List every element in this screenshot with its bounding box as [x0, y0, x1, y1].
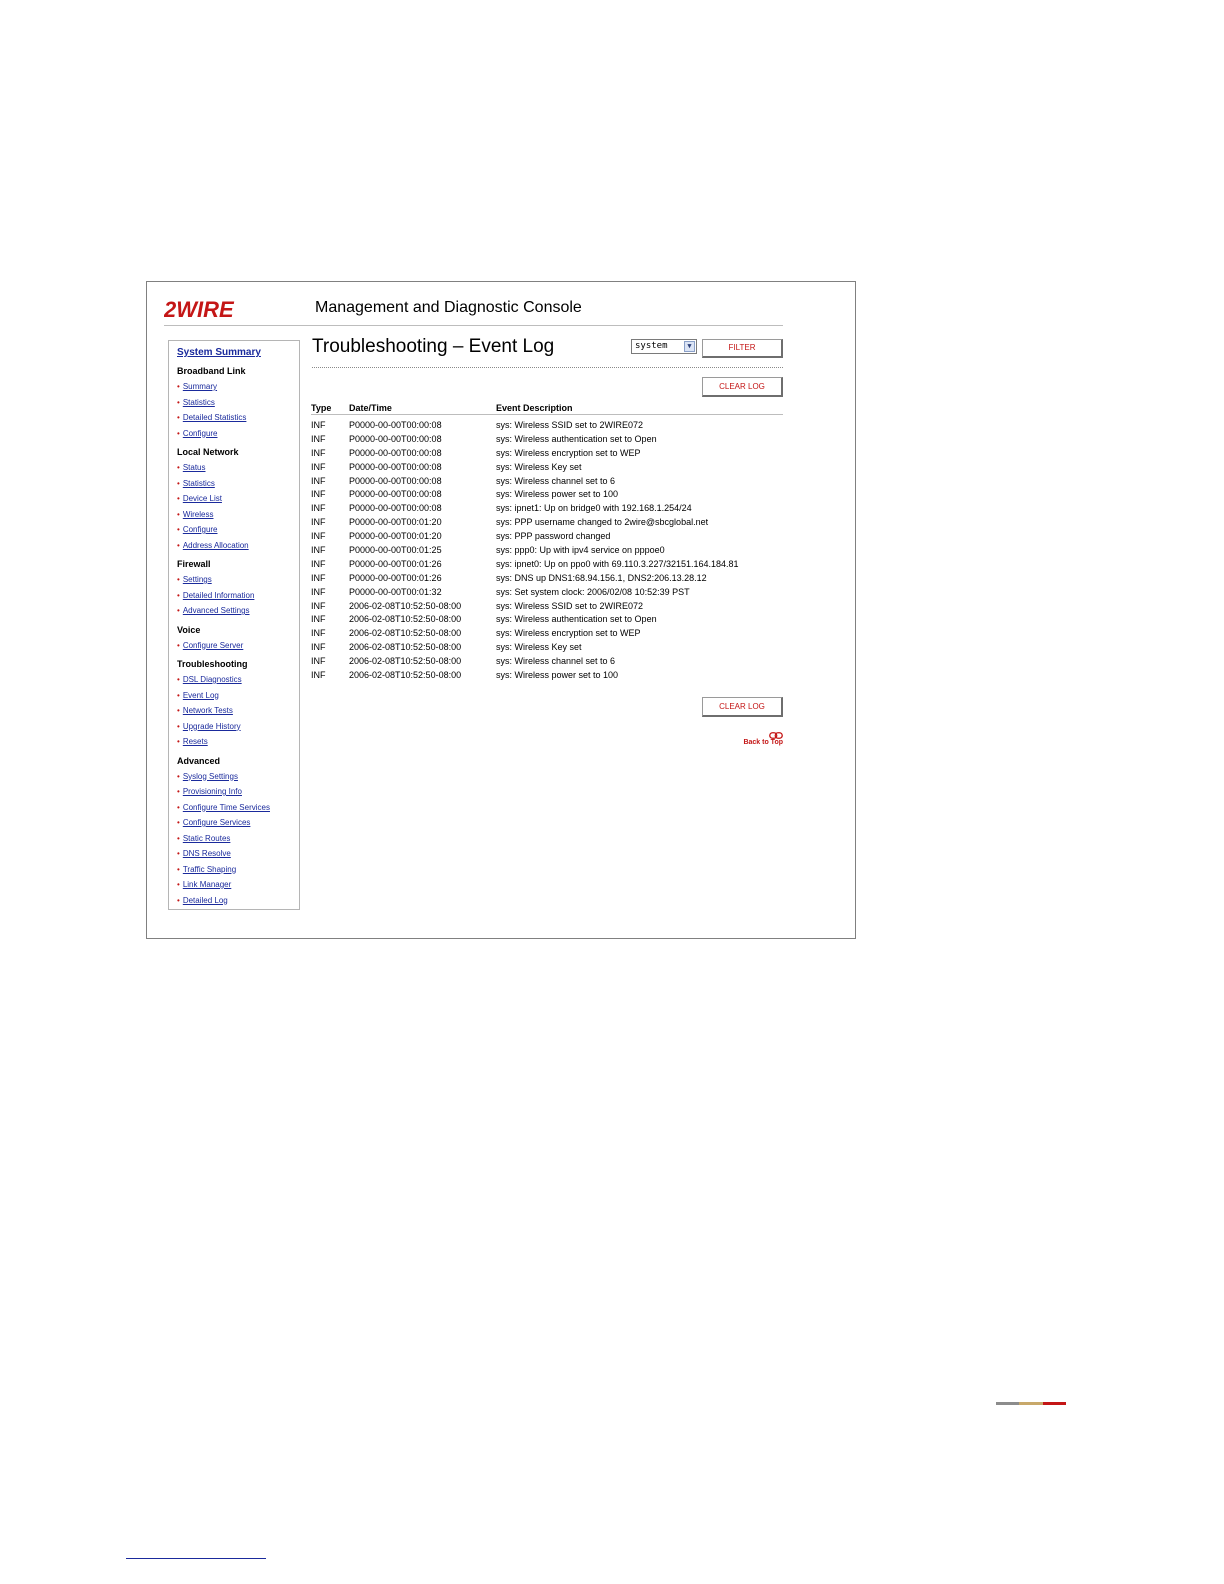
sidebar-item-link[interactable]: Detailed Statistics: [182, 413, 247, 422]
sidebar-section-title: Troubleshooting: [177, 659, 248, 669]
cell-type: INF: [311, 531, 326, 542]
cell-description: sys: DNS up DNS1:68.94.156.1, DNS2:206.13.28.12: [496, 572, 707, 583]
sidebar-section-list: [177, 572, 299, 619]
bullet-icon: •: [177, 675, 180, 684]
sidebar-item: [177, 893, 299, 909]
sidebar-item-link[interactable]: Resets: [182, 737, 208, 746]
cell-datetime: P0000-00-00T00:01:32: [349, 586, 442, 597]
bullet-icon: •: [177, 509, 180, 519]
sidebar-section-list: [177, 672, 299, 750]
cell-datetime: P0000-00-00T00:01:26: [349, 558, 442, 569]
sidebar-item: [177, 426, 299, 442]
sidebar-item-link[interactable]: Configure Server: [182, 640, 244, 650]
bullet-icon: •: [177, 540, 180, 550]
bullet-icon: •: [177, 833, 180, 843]
sidebar-item: [177, 491, 299, 507]
cell-description: sys: PPP username changed to 2wire@sbcglobal.net: [496, 517, 709, 528]
sidebar-item-link[interactable]: Configure Services: [182, 818, 251, 827]
sidebar-item: [177, 672, 299, 688]
table-row: [311, 626, 783, 640]
cell-datetime: 2006-02-08T10:52:50-08:00: [349, 642, 462, 653]
cell-datetime: P0000-00-00T00:00:08: [349, 419, 442, 430]
cell-datetime: 2006-02-08T10:52:50-08:00: [349, 669, 462, 680]
back-to-top-link[interactable]: [737, 732, 783, 746]
bullet-icon: •: [177, 590, 180, 600]
bullet-icon: •: [177, 787, 180, 796]
sidebar-item-link[interactable]: Detailed Log: [182, 895, 228, 905]
table-header-row: [311, 397, 783, 415]
sidebar-item-link[interactable]: Address Allocation: [182, 540, 249, 550]
cell-datetime: P0000-00-00T00:00:08: [349, 461, 442, 472]
cell-description: sys: Wireless Key set: [496, 461, 582, 472]
bullet-icon: •: [177, 478, 180, 488]
bullet-icon: •: [177, 606, 180, 615]
sidebar-item-link[interactable]: Summary: [182, 382, 218, 391]
cell-datetime: 2006-02-08T10:52:50-08:00: [349, 656, 462, 667]
sidebar-item: [177, 769, 299, 785]
sidebar-section-title: Advanced: [177, 755, 221, 766]
cell-type: INF: [311, 517, 326, 528]
sidebar-item: [177, 588, 299, 604]
cell-description: sys: Wireless encryption set to WEP: [496, 447, 641, 458]
cell-description: sys: ipnet1: Up on bridge0 with 192.168.1.254/24: [496, 503, 692, 514]
cell-type: INF: [311, 628, 326, 639]
sidebar-item-link[interactable]: Configure: [182, 525, 218, 534]
cell-type: INF: [311, 600, 326, 611]
sidebar-section-title: Local Network: [177, 447, 239, 457]
table-row: [311, 487, 783, 501]
event-type-select-value: system: [635, 341, 668, 351]
sidebar-item: [177, 379, 299, 395]
cell-type: INF: [311, 614, 326, 625]
bullet-icon: •: [177, 895, 180, 905]
sidebar-item: [177, 800, 299, 816]
sidebar-section-list: [177, 769, 299, 909]
sidebar-item: [177, 395, 299, 411]
sidebar-item: [177, 522, 299, 538]
bullet-icon: •: [177, 397, 180, 407]
cell-description: sys: Wireless authentication set to Open: [496, 433, 657, 444]
cell-datetime: 2006-02-08T10:52:50-08:00: [349, 628, 462, 639]
cell-type: INF: [311, 419, 326, 430]
sidebar-item-link[interactable]: Statistics: [182, 478, 215, 488]
sidebar-item: [177, 703, 299, 719]
sidebar-item-link[interactable]: Configure Time Services: [182, 802, 270, 812]
table-row: [311, 515, 783, 529]
cell-type: INF: [311, 461, 326, 472]
sidebar-section-title: Firewall: [177, 559, 211, 569]
sidebar-section-title: Broadband Link: [177, 366, 246, 376]
cell-description: sys: Wireless channel set to 6: [496, 475, 616, 486]
page-title: Troubleshooting – Event Log: [312, 336, 555, 357]
cell-datetime: P0000-00-00T00:00:08: [349, 433, 442, 444]
cell-datetime: P0000-00-00T00:01:26: [349, 572, 442, 583]
cell-type: INF: [311, 656, 326, 667]
filter-button[interactable]: FILTER: [702, 339, 783, 358]
sidebar-item-link[interactable]: Upgrade History: [182, 721, 241, 731]
table-row: [311, 599, 783, 613]
footnote-divider: [126, 1558, 266, 1559]
sidebar-item-link[interactable]: DSL Diagnostics: [182, 675, 242, 684]
sidebar-item: [177, 476, 299, 492]
cell-type: INF: [311, 586, 326, 597]
cell-datetime: P0000-00-00T00:01:20: [349, 531, 442, 542]
sidebar-item: [177, 877, 299, 893]
table-row: [311, 571, 783, 585]
sidebar-item-link[interactable]: Syslog Settings: [182, 771, 238, 781]
sidebar-item: [177, 862, 299, 878]
bullet-icon: •: [177, 690, 180, 700]
cell-description: sys: ppp0: Up with ipv4 service on pppoe0: [496, 544, 665, 555]
table-row: [311, 474, 783, 488]
cell-description: sys: Set system clock: 2006/02/08 10:52:39 PST: [496, 586, 690, 597]
sidebar-section-list: [177, 460, 299, 553]
sidebar-item: [177, 410, 299, 426]
brand-logo-text: 2WIRE: [164, 298, 234, 320]
sidebar-item-link[interactable]: Status: [182, 463, 206, 472]
cell-description: sys: Wireless authentication set to Open: [496, 614, 657, 625]
table-row: [311, 432, 783, 446]
column-header-description: Event Description: [496, 397, 783, 415]
cell-description: sys: PPP password changed: [496, 531, 611, 542]
sidebar-sections: [177, 366, 299, 908]
sidebar-item: [177, 846, 299, 862]
sidebar-item: [177, 538, 299, 554]
sidebar-section-list: [177, 638, 299, 654]
column-header-datetime: Date/Time: [349, 397, 496, 415]
bullet-icon: •: [177, 818, 180, 827]
sidebar-item-link[interactable]: Wireless: [182, 509, 214, 519]
console-window: [146, 281, 856, 939]
bullet-icon: •: [177, 640, 180, 650]
cell-description: sys: Wireless Key set: [496, 642, 582, 653]
system-summary-link[interactable]: System Summary: [177, 347, 261, 358]
cell-type: INF: [311, 642, 326, 653]
table-row: [311, 460, 783, 474]
sidebar-item-link[interactable]: Static Routes: [182, 833, 231, 843]
sidebar-item: [177, 831, 299, 847]
color-bar-segment-tan: [1019, 1402, 1042, 1405]
back-to-top-label: Back to Top: [743, 739, 783, 746]
sidebar-item: [177, 572, 299, 588]
cell-type: INF: [311, 558, 326, 569]
cell-description: sys: Wireless channel set to 6: [496, 656, 616, 667]
bullet-icon: •: [177, 880, 180, 889]
clear-log-button-top[interactable]: CLEAR LOG: [702, 377, 783, 397]
bullet-icon: •: [177, 864, 180, 874]
sidebar-section-list: [177, 379, 299, 441]
clear-log-button-bottom[interactable]: CLEAR LOG: [702, 697, 783, 717]
bullet-icon: •: [177, 525, 180, 534]
cell-datetime: P0000-00-00T00:00:08: [349, 489, 442, 500]
bullet-icon: •: [177, 463, 180, 472]
sidebar-item: [177, 719, 299, 735]
table-row: [311, 668, 783, 682]
table-row: [311, 529, 783, 543]
cell-description: sys: Wireless power set to 100: [496, 669, 619, 680]
cell-datetime: 2006-02-08T10:52:50-08:00: [349, 600, 462, 611]
bullet-icon: •: [177, 494, 180, 503]
bullet-icon: •: [177, 575, 180, 584]
sidebar-section-title: Voice: [177, 624, 201, 635]
table-row: [311, 446, 783, 460]
bullet-icon: •: [177, 771, 180, 781]
sidebar-item-link[interactable]: Device List: [182, 494, 222, 503]
cell-description: sys: Wireless SSID set to 2WIRE072: [496, 600, 644, 611]
table-row: [311, 654, 783, 668]
event-type-select[interactable]: [631, 339, 697, 354]
sidebar-item-link[interactable]: Settings: [182, 575, 212, 584]
cell-description: sys: Wireless SSID set to 2WIRE072: [496, 419, 644, 430]
sidebar-item-link[interactable]: Advanced Settings: [182, 606, 250, 615]
decorative-color-bar: [996, 1402, 1066, 1405]
cell-datetime: P0000-00-00T00:01:20: [349, 517, 442, 528]
color-bar-segment-red: [1043, 1402, 1066, 1405]
bullet-icon: •: [177, 382, 180, 391]
sidebar-item-link[interactable]: Detailed Information: [182, 590, 255, 600]
sidebar-item: [177, 603, 299, 619]
sidebar-item: [177, 784, 299, 800]
bullet-icon: •: [177, 706, 180, 715]
cell-description: sys: ipnet0: Up on ppo0 with 69.110.3.227/32151.164.184.81: [496, 558, 739, 569]
sidebar-item-link[interactable]: Link Manager: [182, 880, 232, 889]
cell-type: INF: [311, 544, 326, 555]
sidebar-item-link[interactable]: Provisioning Info: [182, 787, 242, 796]
sidebar-item: [177, 688, 299, 704]
bullet-icon: •: [177, 413, 180, 422]
sidebar-nav: [168, 340, 300, 910]
table-row: [311, 612, 783, 626]
table-row: [311, 501, 783, 515]
sidebar-item-link[interactable]: Event Log: [182, 690, 219, 700]
sidebar-item-link[interactable]: Configure: [182, 428, 218, 438]
cell-type: INF: [311, 503, 326, 514]
table-row: [311, 557, 783, 571]
cell-type: INF: [311, 669, 326, 680]
sidebar-item: [177, 815, 299, 831]
table-row: [311, 585, 783, 599]
event-log-table: [311, 397, 783, 682]
cell-type: INF: [311, 489, 326, 500]
color-bar-segment-gray: [996, 1402, 1019, 1405]
link-icon: [769, 732, 783, 739]
bullet-icon: •: [177, 737, 180, 746]
sidebar-item-link[interactable]: Network Tests: [182, 706, 233, 715]
table-row: [311, 640, 783, 654]
sidebar-item-link[interactable]: DNS Resolve: [182, 849, 231, 858]
console-title: Management and Diagnostic Console: [315, 299, 582, 316]
table-row: [311, 415, 783, 432]
cell-description: sys: Wireless encryption set to WEP: [496, 628, 641, 639]
cell-description: sys: Wireless power set to 100: [496, 489, 619, 500]
cell-type: INF: [311, 447, 326, 458]
bullet-icon: •: [177, 428, 180, 438]
cell-datetime: P0000-00-00T00:00:08: [349, 447, 442, 458]
sidebar-item: [177, 734, 299, 750]
cell-datetime: 2006-02-08T10:52:50-08:00: [349, 614, 462, 625]
sidebar-item-link[interactable]: Statistics: [182, 397, 215, 407]
chevron-down-icon[interactable]: ▼: [684, 341, 695, 352]
cell-type: INF: [311, 433, 326, 444]
cell-type: INF: [311, 475, 326, 486]
sidebar-item: [177, 460, 299, 476]
cell-type: INF: [311, 572, 326, 583]
brand-logo: [164, 298, 264, 320]
bullet-icon: •: [177, 721, 180, 731]
column-header-type: Type: [311, 397, 349, 415]
title-divider: [312, 367, 783, 368]
cell-datetime: P0000-00-00T00:00:08: [349, 503, 442, 514]
cell-datetime: P0000-00-00T00:00:08: [349, 475, 442, 486]
bullet-icon: •: [177, 849, 180, 858]
cell-datetime: P0000-00-00T00:01:25: [349, 544, 442, 555]
sidebar-item: [177, 638, 299, 654]
header-divider: [164, 325, 783, 326]
sidebar-item: [177, 507, 299, 523]
bullet-icon: •: [177, 802, 180, 812]
table-row: [311, 543, 783, 557]
sidebar-item-link[interactable]: Traffic Shaping: [182, 864, 237, 874]
